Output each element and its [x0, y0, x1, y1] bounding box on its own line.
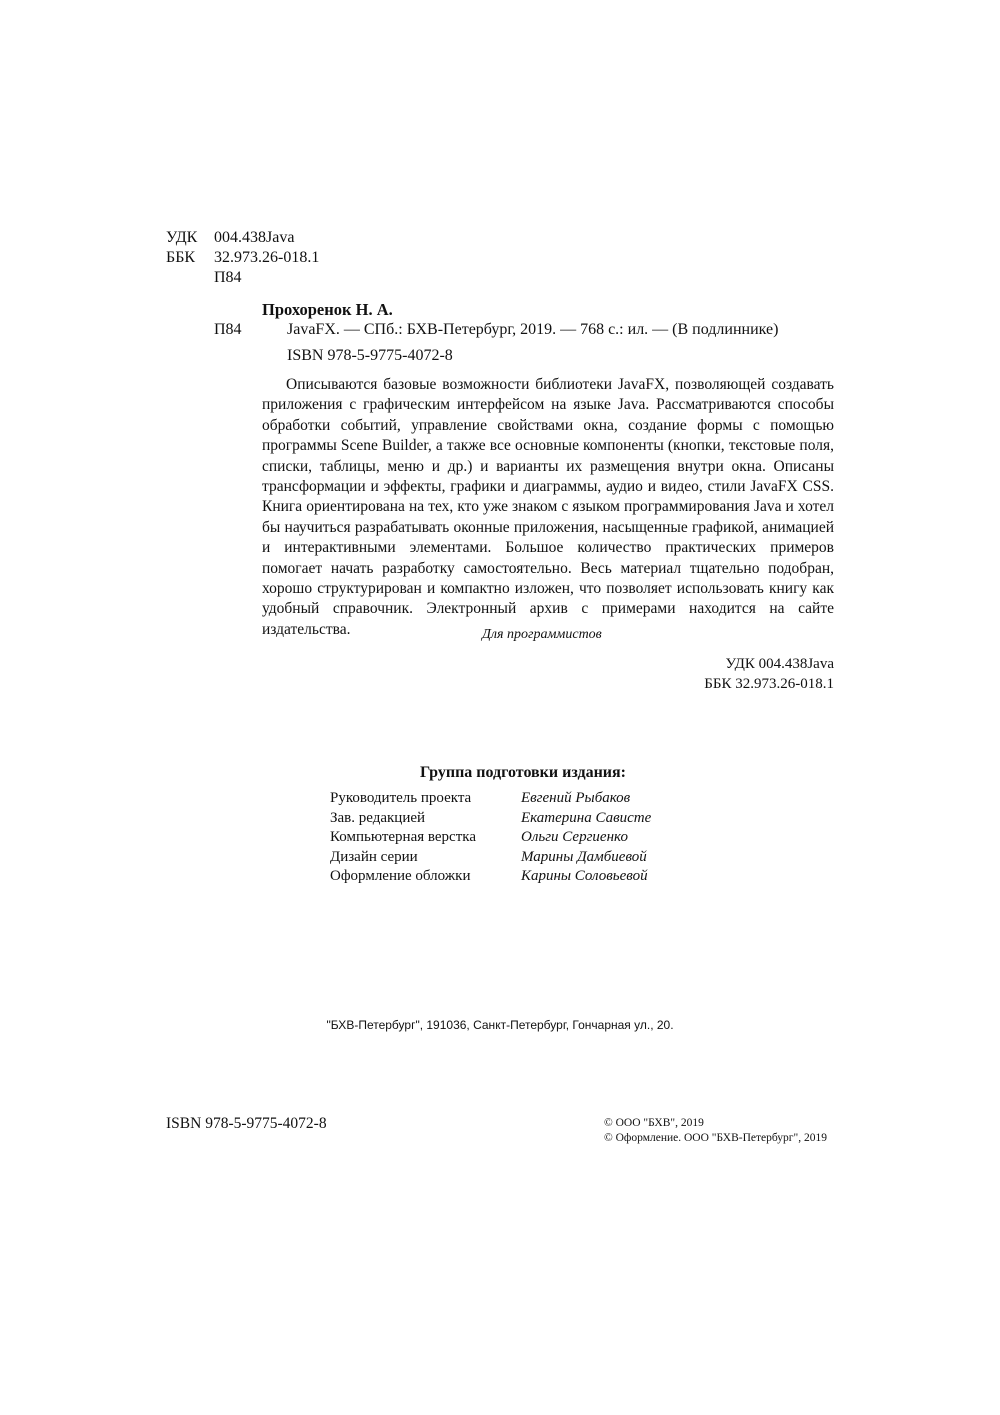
team-table — [330, 790, 651, 888]
team-member-name: Марины Дамбиевой — [521, 848, 647, 865]
copyright-block — [604, 1116, 827, 1146]
team-row — [330, 829, 651, 849]
bbk-right: ББК 32.973.26-018.1 — [704, 676, 834, 692]
abstract-text: Описываются базовые возможности библиотеки JavaFX, позволяющей создавать приложения с графическим интерфейсом на языке Java. Рассматриваются способы обработки событий, управление свойствами окна, создание формы с помощью программы Scene Builder, а также все основные компоненты (кнопки, текстовые поля, списки, таблицы, меню и др.) и варианты их размещения внутри окна. Описаны трансформации и эффекты, графики и диаграммы, аудио и видео, стили JavaFX CSS. Книга ориентирована на тех, кто уже знаком с языком программирования Java и хотел бы научиться разрабатывать оконные приложения, насыщенные графикой, анимацией и интерактивными элементами. Большое количество практических примеров помогает начать разработку самостоятельно. Весь материал тщательно подобран, хорошо структурирован и компактно изложен, что позволяет использовать книгу как удобный справочник. Электронный архив с примерами находится на сайте издательства. — [262, 376, 834, 638]
team-row — [330, 790, 651, 810]
author-code: П84 — [214, 321, 242, 338]
team-member-name: Евгений Рыбаков — [521, 790, 631, 806]
publisher-address: "БХВ-Петербург", 191036, Санкт-Петербург, Гончарная ул., 20. — [326, 1018, 674, 1032]
team-role: Дизайн серии — [330, 848, 418, 865]
udk-line — [166, 228, 294, 248]
team-role: Руководитель проекта — [330, 790, 472, 806]
author-name: Прохоренок Н. А. — [262, 300, 393, 319]
team-row — [330, 810, 651, 830]
author-mark: П84 — [214, 269, 242, 286]
team-title: Группа подготовки издания: — [419, 764, 626, 781]
udk-value: 004.438Java — [214, 229, 295, 246]
team-row — [330, 868, 651, 888]
bbk-value: 32.973.26-018.1 — [214, 249, 320, 266]
copyright-line: © Оформление. ООО "БХВ-Петербург", 2019 — [604, 1132, 827, 1144]
udk-right: УДК 004.438Java — [725, 656, 834, 672]
udk-label: УДК — [166, 229, 198, 246]
team-role: Компьютерная верстка — [330, 829, 476, 846]
bibliographic-description: JavaFX. — СПб.: БХВ-Петербург, 2019. — 768 с.: ил. — (В подлиннике) — [287, 321, 779, 338]
bbk-line — [166, 248, 319, 268]
team-role: Зав. редакцией — [330, 809, 426, 826]
copyright-line: © ООО "БХВ", 2019 — [604, 1117, 704, 1129]
team-member-name: Екатерина Сависте — [521, 809, 652, 826]
isbn-bottom: ISBN 978-5-9775-4072-8 — [166, 1115, 327, 1132]
bbk-label: ББК — [166, 249, 196, 266]
audience-label: Для программистов — [482, 627, 602, 642]
team-role: Оформление обложки — [330, 868, 471, 885]
isbn-entry: ISBN 978-5-9775-4072-8 — [287, 347, 453, 364]
team-row — [330, 849, 651, 869]
team-member-name: Ольги Сергиенко — [521, 829, 628, 846]
team-member-name: Карины Соловьевой — [521, 868, 648, 885]
